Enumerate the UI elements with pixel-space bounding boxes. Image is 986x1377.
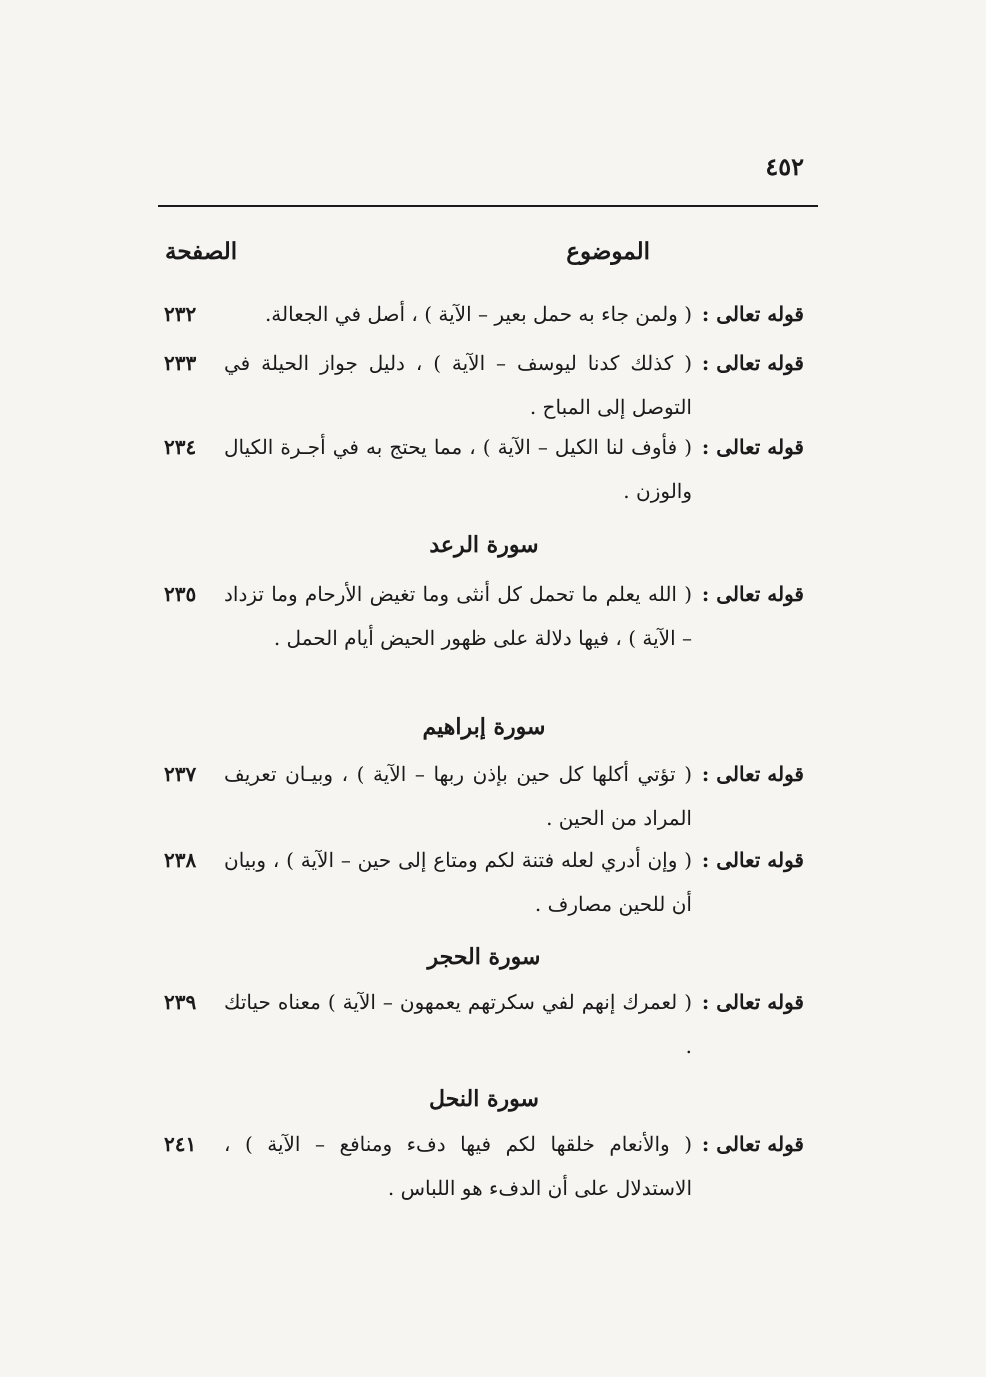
entry-page-number: ٢٤١ (164, 1132, 197, 1156)
entry-label: قوله تعالى : (701, 848, 804, 872)
entry-label: قوله تعالى : (701, 582, 804, 606)
page-column-header: الصفحة (165, 238, 238, 265)
entry-page-number: ٢٣٩ (164, 990, 197, 1014)
header-rule (158, 205, 818, 207)
entry-page-number: ٢٣٣ (164, 351, 197, 375)
entry-page-number: ٢٣٨ (164, 848, 197, 872)
entry-label: قوله تعالى : (701, 351, 804, 375)
surah-heading: سورة النحل (429, 1086, 539, 1112)
page-number: ٤٥٢ (765, 152, 804, 181)
surah-heading: سورة الرعد (429, 532, 539, 558)
entry-text: ( فأوف لنا الكيل – الآية ) ، مما يحتج به في أجـرة الكيال والوزن . (224, 435, 692, 503)
subject-column-header: الموضوع (566, 238, 650, 265)
entry-page-number: ٢٣٢ (164, 302, 197, 326)
entry-text: ( ولمن جاء به حمل بعير – الآية ) ، أصل في الجعالة. (264, 302, 692, 326)
entry-text: ( تؤتي أكلها كل حين بإذن ربها – الآية ) ، وبيـان تعريف المراد من الحين . (224, 762, 692, 830)
entry-text: ( كذلك كدنا ليوسف – الآية ) ، دليل جواز الحيلة في التوصل إلى المباح . (224, 351, 692, 419)
surah-heading: سورة إبراهيم (422, 714, 546, 740)
entry-text: ( الله يعلم ما تحمل كل أنثى وما تغيض الأرحام وما تزداد – الآية ) ، فيها دلالة على ظهور الحيض أيام الحمل . (224, 582, 692, 650)
entry-text: ( والأنعام خلقها لكم فيها دفء ومنافع – الآية ) ، الاستدلال على أن الدفء هو اللباس . (224, 1132, 692, 1200)
entry-text: ( وإن أدري لعله فتنة لكم ومتاع إلى حين – الآية ) ، وبيان أن للحين مصارف . (224, 848, 692, 916)
entry-label: قوله تعالى : (701, 302, 804, 326)
entry-page-number: ٢٣٧ (164, 762, 197, 786)
entry-label: قوله تعالى : (701, 1132, 804, 1156)
entry-text: ( لعمرك إنهم لفي سكرتهم يعمهون – الآية ) معناه حياتك . (224, 990, 692, 1058)
entry-label: قوله تعالى : (701, 762, 804, 786)
surah-heading: سورة الحجر (427, 944, 541, 970)
entry-page-number: ٢٣٥ (164, 582, 197, 606)
entry-page-number: ٢٣٤ (164, 435, 197, 459)
entry-label: قوله تعالى : (701, 435, 804, 459)
entry-label: قوله تعالى : (701, 990, 804, 1014)
